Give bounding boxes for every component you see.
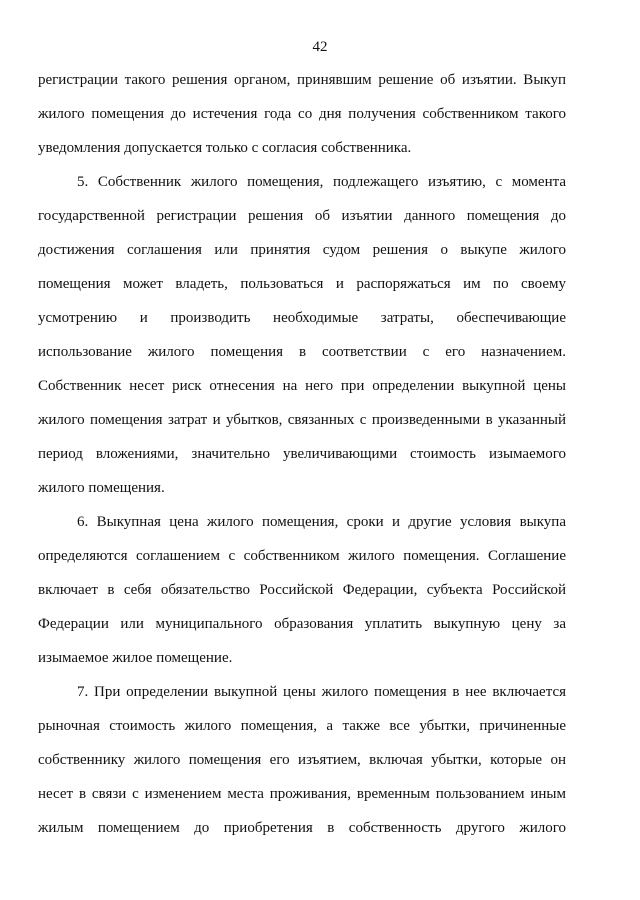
- paragraph-6: 6. Выкупная цена жилого помещения, сроки и другие условия выкупа определяются соглашением с собственником жилого помещения. Соглашение включает в себя обязательство Российской Федерации, субъекта Российской Федерации или муниципального образования уплатить выкупную цену за изымаемое жилое помещение.: [38, 514, 566, 666]
- paragraph-7: 7. При определении выкупной цены жилого помещения в нее включается рыночная стоимость жилого помещения, а также все убытки, причиненные собственнику жилого помещения его изъятием, включая убытки, которые он несет в связи с изменением места проживания, временным пользованием иным жилым помещением до приобретения в собственность другого жилого: [38, 684, 566, 836]
- page-number: 42: [312, 39, 328, 55]
- paragraph-5: 5. Собственник жилого помещения, подлежащего изъятию, с момента государственной регистрации решения об изъятии данного помещения до достижения соглашения или принятия судом решения о выкупе жилого помещения может владеть, пользоваться и распоряжаться им по своему усмотрению и производить необходимые затраты, обеспечивающие использование жилого помещения в соответствии с его назначением. Собственник несет риск отнесения на него при определении выкупной цены жилого помещения затрат и убытков, связанных с произведенными в указанный период вложениями, значительно увеличивающими стоимость изымаемого жилого помещения.: [38, 174, 566, 496]
- paragraph-continuation: регистрации такого решения органом, принявшим решение об изъятии. Выкуп жилого помещения до истечения года со дня получения собственником такого уведомления допускается только с согласия собственника.: [38, 72, 566, 156]
- document-body: [38, 63, 566, 845]
